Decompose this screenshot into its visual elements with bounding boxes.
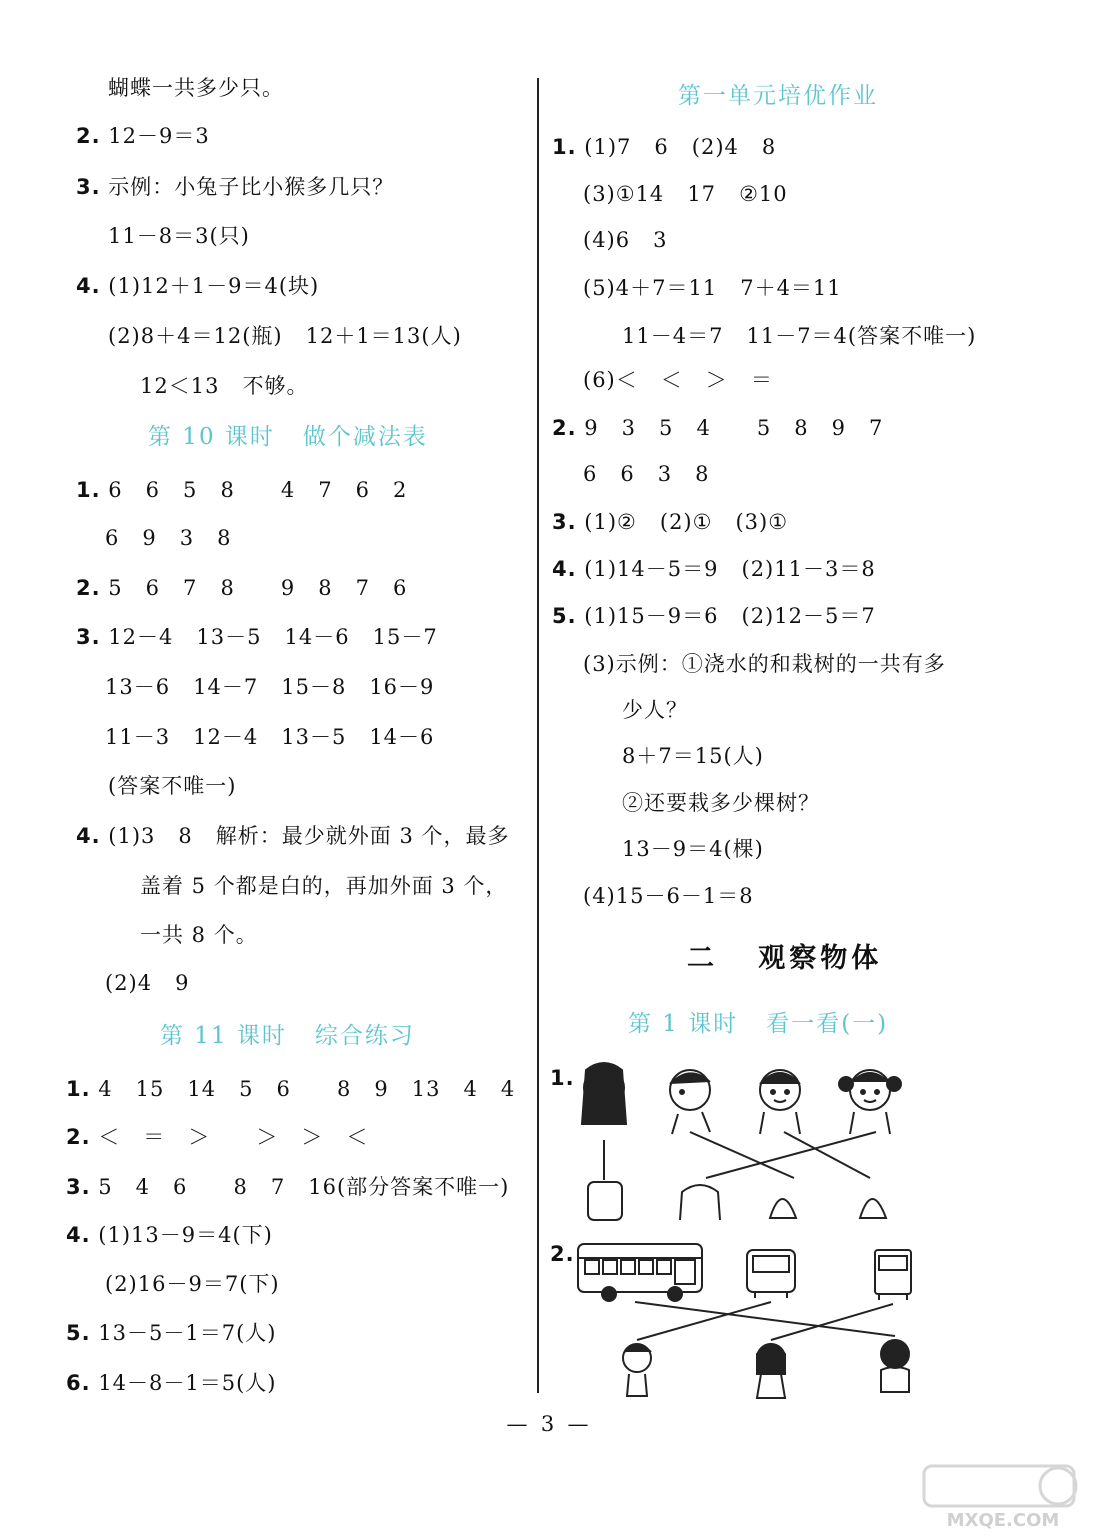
- match-line: [690, 1132, 794, 1178]
- line: (2)8＋4＝12(瓶) 12＋1＝13(人): [108, 324, 462, 348]
- match-line: [784, 1132, 870, 1178]
- line: (3)示例：①浇水的和栽树的一共有多: [583, 652, 946, 676]
- line: (4)6 3: [583, 228, 668, 252]
- line: 13－6 14－7 15－8 16－9: [105, 675, 435, 699]
- line: ②还要栽多少棵树？: [622, 791, 820, 815]
- page-number: — 3 —: [506, 1412, 589, 1436]
- matching-figure-2: [575, 1240, 915, 1405]
- line: 3. 12－4 13－5 14－6 15－7: [76, 625, 438, 649]
- line: 12＜13 不够。: [140, 374, 309, 398]
- match-line: [706, 1132, 876, 1178]
- line: 1. (1)7 6 (2)4 8: [552, 135, 777, 159]
- line: (4)15－6－1＝8: [583, 884, 754, 908]
- section-heading: 第 10 课时 做个减法表: [148, 424, 428, 450]
- line: 13－9＝4(棵): [622, 837, 764, 861]
- child-girl-side-icon: [623, 1344, 651, 1396]
- line: 2. 5 6 7 8 9 8 7 6: [76, 576, 408, 600]
- backpack-girl-icon: [860, 1199, 886, 1218]
- watermark-text: MXQE.COM: [946, 1510, 1060, 1531]
- line: (3)①14 17 ②10: [583, 182, 788, 206]
- line: (6)＜ ＜ ＞ ＝: [583, 368, 773, 392]
- bus-side-icon: [578, 1244, 702, 1301]
- child-girl-front-icon: [757, 1344, 785, 1398]
- watermark-logo: [918, 1462, 1088, 1532]
- line: 2. 12－9＝3: [76, 124, 210, 148]
- line: 1. 4 15 14 5 6 8 9 13 4 4: [66, 1077, 516, 1101]
- matching-figure-1: [570, 1060, 910, 1230]
- line: 3. (1)② (2)① (3)①: [552, 510, 789, 534]
- bus-back-icon: [875, 1250, 911, 1300]
- line: (2)4 9: [105, 971, 190, 995]
- section-heading: 第一单元培优作业: [678, 83, 878, 109]
- line: 1.: [550, 1066, 575, 1090]
- line: 3. 示例：小兔子比小猴多几只？: [76, 175, 395, 199]
- line: 11－3 12－4 13－5 14－6: [105, 725, 435, 749]
- line: 4. (1)3 8 解析：最少就外面 3 个，最多: [76, 824, 510, 848]
- line: 2. ＜ ＝ ＞ ＞ ＞ ＜: [66, 1125, 369, 1149]
- line: (5)4＋7＝11 7＋4＝11: [583, 276, 842, 300]
- line: 4. (1)13－9＝4(下): [66, 1223, 273, 1247]
- line: 5. 13－5－1＝7(人): [66, 1321, 277, 1345]
- column-divider: [537, 78, 539, 1393]
- line: 6 6 3 8: [583, 462, 710, 486]
- chapter-heading: 二 观察物体: [687, 943, 883, 974]
- line: 6. 14－8－1＝5(人): [66, 1371, 277, 1395]
- line: 盖着 5 个都是白的，再加外面 3 个，: [140, 874, 508, 898]
- backpack-front-icon: [770, 1199, 796, 1218]
- person-side-icon: [670, 1070, 710, 1134]
- line: 6 9 3 8: [105, 526, 232, 550]
- line: 3. 5 4 6 8 7 16(部分答案不唯一): [66, 1175, 510, 1199]
- line: 11－4＝7 11－7＝4(答案不唯一): [622, 324, 977, 348]
- child-boy-back-icon: [881, 1340, 909, 1392]
- line: (答案不唯一): [108, 774, 237, 798]
- section-heading: 第 1 课时 看一看(一): [628, 1011, 889, 1037]
- section-heading: 第 11 课时 综合练习: [160, 1023, 415, 1049]
- person-front-icon: [760, 1070, 800, 1134]
- line: 2. 9 3 5 4 5 8 9 7: [552, 416, 884, 440]
- line: 4. (1)12＋1－9＝4(块): [76, 274, 320, 298]
- backpack-back-icon: [588, 1182, 622, 1220]
- line: 8＋7＝15(人): [622, 744, 764, 768]
- match-line: [637, 1302, 771, 1340]
- line: 一共 8 个。: [140, 923, 258, 947]
- line: 5. (1)15－9＝6 (2)12－5＝7: [552, 604, 876, 628]
- person-back-icon: [582, 1063, 626, 1124]
- backpack-side-icon: [680, 1185, 720, 1220]
- bus-front-icon: [747, 1250, 795, 1298]
- line: 蝴蝶一共多少只。: [108, 76, 284, 100]
- line: 2.: [550, 1242, 575, 1266]
- line: 4. (1)14－5＝9 (2)11－3＝8: [552, 557, 876, 581]
- line: 少人？: [622, 698, 688, 722]
- line: (2)16－9＝7(下): [105, 1272, 280, 1296]
- line: 1. 6 6 5 8 4 7 6 2: [76, 478, 408, 502]
- match-line: [635, 1302, 895, 1336]
- girl-icon: [839, 1070, 901, 1134]
- line: 11－8＝3(只): [108, 224, 250, 248]
